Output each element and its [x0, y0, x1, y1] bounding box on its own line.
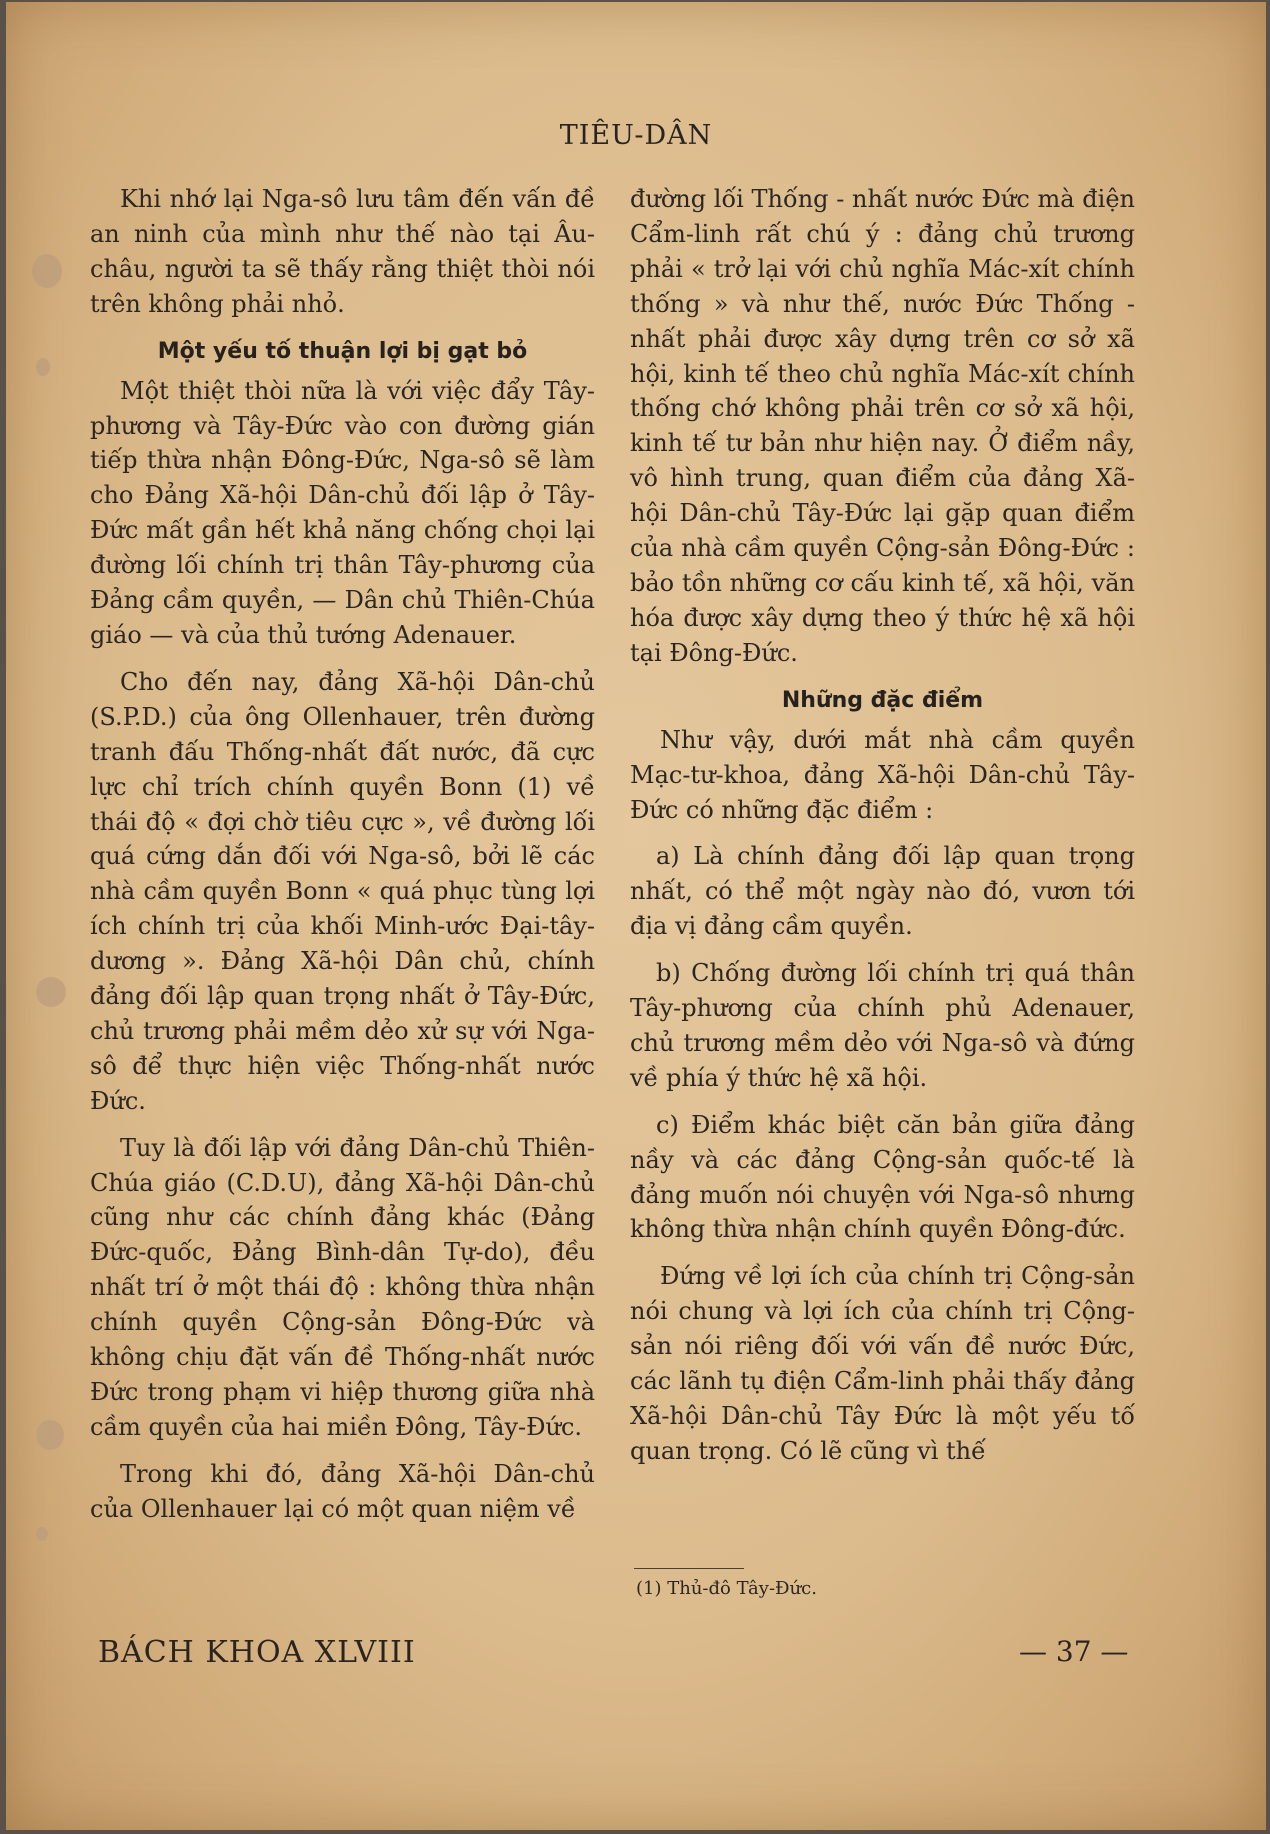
paragraph: Đứng về lợi ích của chính trị Cộng-sản nói chung và lợi ích của chính trị Cộng-sản nói riêng đối với vấn đề nước Đức, các lãnh tụ điện Cẩm-linh phải thấy đảng Xã-hội Dân-chủ Tây Đức là một yếu tố quan trọng. Có lẽ cũng vì thế: [630, 1262, 1135, 1465]
section-heading: Những đặc điểm: [781, 687, 984, 713]
bleed-through-mark: [36, 1527, 48, 1541]
scanned-page: [6, 2, 1266, 1830]
footnote-divider: [634, 1568, 744, 1569]
magazine-title: BÁCH KHOA XLVIII: [98, 1635, 416, 1670]
right-column: [630, 182, 1135, 1481]
bleed-through-mark: [32, 254, 62, 288]
footnote: (1) Thủ-đô Tây-Đức.: [636, 1578, 817, 1599]
paragraph: Một thiệt thòi nữa là với việc đẩy Tây-phương và Tây-Đức vào con đường gián tiếp thừa nhận Đông-Đức, Nga-sô sẽ làm cho Đảng Xã-hội Dân-chủ đối lập ở Tây-Đức mất gần hết khả năng chống chọi lại đường lối chính trị thân Tây-phương của Đảng cầm quyền, — Dân chủ Thiên-Chúa giáo — và của thủ tướng Adenauer.: [90, 376, 595, 649]
paragraph: Như vậy, dưới mắt nhà cầm quyền Mạc-tư-khoa, đảng Xã-hội Dân-chủ Tây-Đức có những đặc điểm :: [630, 725, 1135, 824]
paragraph: Trong khi đó, đảng Xã-hội Dân-chủ của Ollenhauer lại có một quan niệm về: [90, 1459, 595, 1523]
left-column: [90, 182, 595, 1539]
paragraph: Cho đến nay, đảng Xã-hội Dân-chủ (S.P.D.) của ông Ollenhauer, trên đường tranh đấu Thống-nhất đất nước, đã cực lực chỉ trích chính quyền Bonn (1) về thái độ « đợi chờ tiêu cực », về đường lối quá cứng dắn đối với Nga-sô, bởi lẽ các nhà cầm quyền Bonn « quá phục tùng lợi ích chính trị của khối Minh-ước Đại-tây-dương ». Đảng Xã-hội Dân chủ, chính đảng đối lập quan trọng nhất ở Tây-Đức, chủ trương phải mềm dẻo xử sự với Nga-sô để thực hiện việc Thống-nhất nước Đức.: [90, 667, 595, 1115]
bleed-through-mark: [36, 1420, 64, 1450]
bleed-through-mark: [36, 977, 66, 1007]
list-item: a) Là chính đảng đối lập quan trọng nhất, có thể một ngày nào đó, vươn tới địa vị đảng cầm quyền.: [630, 842, 1135, 941]
section-heading: Một yếu tố thuận lợi bị gạt bỏ: [157, 338, 528, 364]
page-number: — 37 —: [1019, 1635, 1129, 1668]
paragraph: đường lối Thống - nhất nước Đức mà điện Cẩm-linh rất chú ý : đảng chủ trương phải « trở lại với chủ nghĩa Mác-xít chính thống » và như thế, nước Đức Thống - nhất phải được xây dựng trên cơ sở xã hội, kinh tế theo chủ nghĩa Mác-xít chính thống chớ không phải trên cơ sở xã hội, kinh tế tư bản như hiện nay. Ở điểm nầy, vô hình trung, quan điểm của đảng Xã-hội Dân-chủ Tây-Đức lại gặp quan điểm của nhà cầm quyền Cộng-sản Đông-Đức : bảo tồn những cơ cấu kinh tế, xã hội, văn hóa được xây dựng theo ý thức hệ xã hội tại Đông-Đức.: [630, 185, 1135, 667]
bleed-through-mark: [36, 358, 50, 376]
paragraph: Khi nhớ lại Nga-sô lưu tâm đến vấn đề an ninh của mình như thế nào tại Âu-châu, người ta sẽ thấy rằng thiệt thòi nói trên không phải nhỏ.: [90, 185, 595, 318]
list-item: c) Điểm khác biệt căn bản giữa đảng nầy và các đảng Cộng-sản quốc-tế là đảng muốn nói chuyện với Nga-sô nhưng không thừa nhận chính quyền Đông-đức.: [630, 1110, 1135, 1244]
list-item: b) Chống đường lối chính trị quá thân Tây-phương của chính phủ Adenauer, chủ trương mềm dẻo với Nga-sô và đứng về phía ý thức hệ xã hội.: [630, 959, 1135, 1092]
paragraph: Tuy là đối lập với đảng Dân-chủ Thiên-Chúa giáo (C.D.U), đảng Xã-hội Dân-chủ cũng như các chính đảng khác (Đảng Đức-quốc, Đảng Bình-dân Tự-do), đều nhất trí ở một thái độ : không thừa nhận chính quyền Cộng-sản Đông-Đức và không chịu đặt vấn đề Thống-nhất nước Đức trong phạm vi hiệp thương giữa nhà cầm quyền của hai miền Đông, Tây-Đức.: [90, 1133, 595, 1441]
running-header: TIÊU-DÂN: [559, 120, 713, 151]
